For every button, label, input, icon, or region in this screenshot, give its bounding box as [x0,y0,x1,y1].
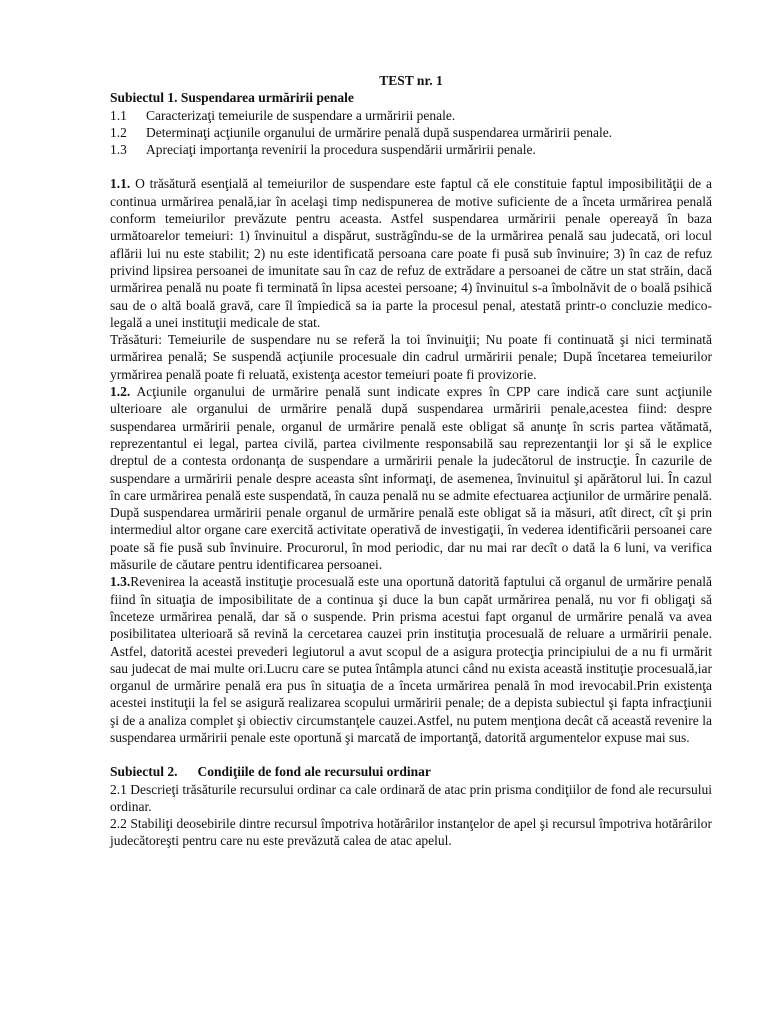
question-number: 1.2 [110,124,127,140]
answer-text: Revenirea la această instituţie procesuală este una oportună datorită faptului că organul de urmărire penală fiind în situaţia de imposibilitate de a continua şi duce la bun capăt urmărirea penală, nu vor fi obligaţi să înceteze urmărirea penală, dar să o suspende. Prin prisma acestui fapt organul de urmărire penală va avea posibilitatea ulterioară să revină la cercetarea cauzei prin instituţia procesuală de reluare a urmăririi penale. Astfel, datorită acestei prevederi legiutorul a avut scopul de a asigura protecţia principiului de a nu fi urmărit sau judecat de mai multe ori.Lucru care se putea întâmpla atunci când nu exista această instituţie procesuală,iar organul de urmărire penală era pus în situaţia de a înceta urmărirea penală în mod irevocabil.Prin existenţa acestei instituţii la fel se asigură realizarea scopului urmăririi penale; de a depista subiectul şi fapta infracţiunii şi de a analiza complet şi obiectiv circumstanţele cauzei.Astfel, nu putem menţiona decât că această revenire la suspendarea urmăririi penale este oportună şi marcată de importanţă, datorită argumentelor expuse mai sus. [110,574,712,745]
answer-label: 1.1. [110,176,131,192]
question-text: Caracterizaţi temeiurile de suspendare a urmăririi penale. [146,107,456,123]
answer-1-1-features: Trăsături: Temeiurile de suspendare nu se referă la toi învinuiţii; Nu poate fi continuată şi nici terminată urmărirea penală; Se suspendă acţiunile procesuale din cadrul urmăririi penale; După încetarea temeiurilor yrmărirea penală poate fi reluată, existenţa acestor temeiuri poate fi provizorie. [110,332,712,382]
question-2-2 [110,815,712,850]
question-1-1 [110,107,712,124]
subject-1-heading: Subiectul 1. Suspendarea urmăririi penale [110,90,354,106]
spacer [110,158,712,175]
answer-text: O trăsătură esenţială al temeiurilor de suspendare este faptul că ele constituie faptul imposibilităţii de a continua urmărirea penală,iar în acelaşi timp nedispunerea de motive suficiente de a înceta urmărirea penală conform temeiurilor prevăzute pentru aceasta. Astfel suspendarea urmăririi penale opereayă în baza următoarelor temeiuri: 1) învinuitul a dispărut, sustrăgîndu-se de la urmărirea penală sau judecată, ori locul aflării lui nu este stabilit; 2) nu este identificată persoana care poate fi pusă sub învinuire; 3) în caz de refuz privind lipsirea persoanei de imunitate sau în caz de refuz de extrădare a persoanei de către un stat străin, dacă urmărirea penală nu poate fi terminată în lipsa acestei persoane; 4) învinuitul s-a îmbolnăvit de o boală psihică sau de o altă boală gravă, care îl împiedică sa ia parte la procesul penal, atestată printr-o concluzie medico-legală a unei instituţii medicale de stat. [110,176,712,330]
spacer [110,746,712,763]
answer-1-1 [110,175,712,331]
answer-label: 1.2. [110,384,131,400]
question-text: Stabiliţi deosebirile dintre recursul împotriva hotărârilor instanţelor de apel şi recursul împotriva hotărârilor judecătoreşti pentru care nu este prevăzută calea de atac apelul. [110,816,713,849]
answer-1-2 [110,383,712,573]
answer-label: 1.3. [110,574,131,590]
question-number: 1.3 [110,142,127,158]
question-text: Determinaţi acţiunile organului de urmărire penală după suspendarea urmăririi penale. [146,124,613,140]
answer-text: Acţiunile organului de urmărire penală sunt indicate expres în CPP care indică care sunt acţiunile ulterioare ale organului de urmărire penală după suspendarea urmăririi penale,acestea fiind: despre suspendarea urmăririi penale, organul de urmărire penală este obligat să anunţe în scris partea vătămată, reprezentantul ei legal, partea civilă, partea civilmente responsabilă sau reprezentanţii lor şi să le explice dreptul de a contesta ordonanţa de suspendare a urmăririi penale la judecătorul de instrucţie. În cazurile de suspendare a urmăririi penale despre aceasta sînt informaţi, de asemenea, învinuitul şi apărătorul lui. În cazul în care urmărirea penală este suspendată, în cauza penală nu se admite efectuarea acţiunilor de urmărire penală. După suspendarea urmăririi penale organul de urmărire penală este obligat să ia măsuri, atît direct, cît şi prin intermediul altor organe care exercită activitate operativă de investigaţii, în vederea identificării persoanei care poate să fie pusă sub învinuire. Procurorul, în mod periodic, dar nu mai rar decît o dată la 6 luni, va verifica măsurile de căutare pentru identificarea persoanei. [110,384,712,573]
question-1-3 [110,141,712,158]
question-number: 2.2 [110,816,127,832]
subject-2-title: Condiţiile de fond ale recursului ordinar [197,764,431,780]
question-text: Apreciaţi importanţa revenirii la procedura suspendării urmăririi penale. [146,142,536,158]
page-title: TEST nr. 1 [379,73,443,88]
answer-1-3 [110,573,712,746]
subject-2-label: Subiectul 2. [110,764,178,780]
subject-2-heading [110,763,712,780]
question-number: 1.1 [110,107,127,123]
question-text: Descrieţi trăsăturile recursului ordinar ca cale ordinară de atac prin prisma condiţiilor de fond ale recursului ordinar. [110,781,712,814]
question-2-1 [110,781,712,816]
document-page [110,72,712,850]
question-1-2 [110,124,712,141]
question-number: 2.1 [110,781,127,797]
